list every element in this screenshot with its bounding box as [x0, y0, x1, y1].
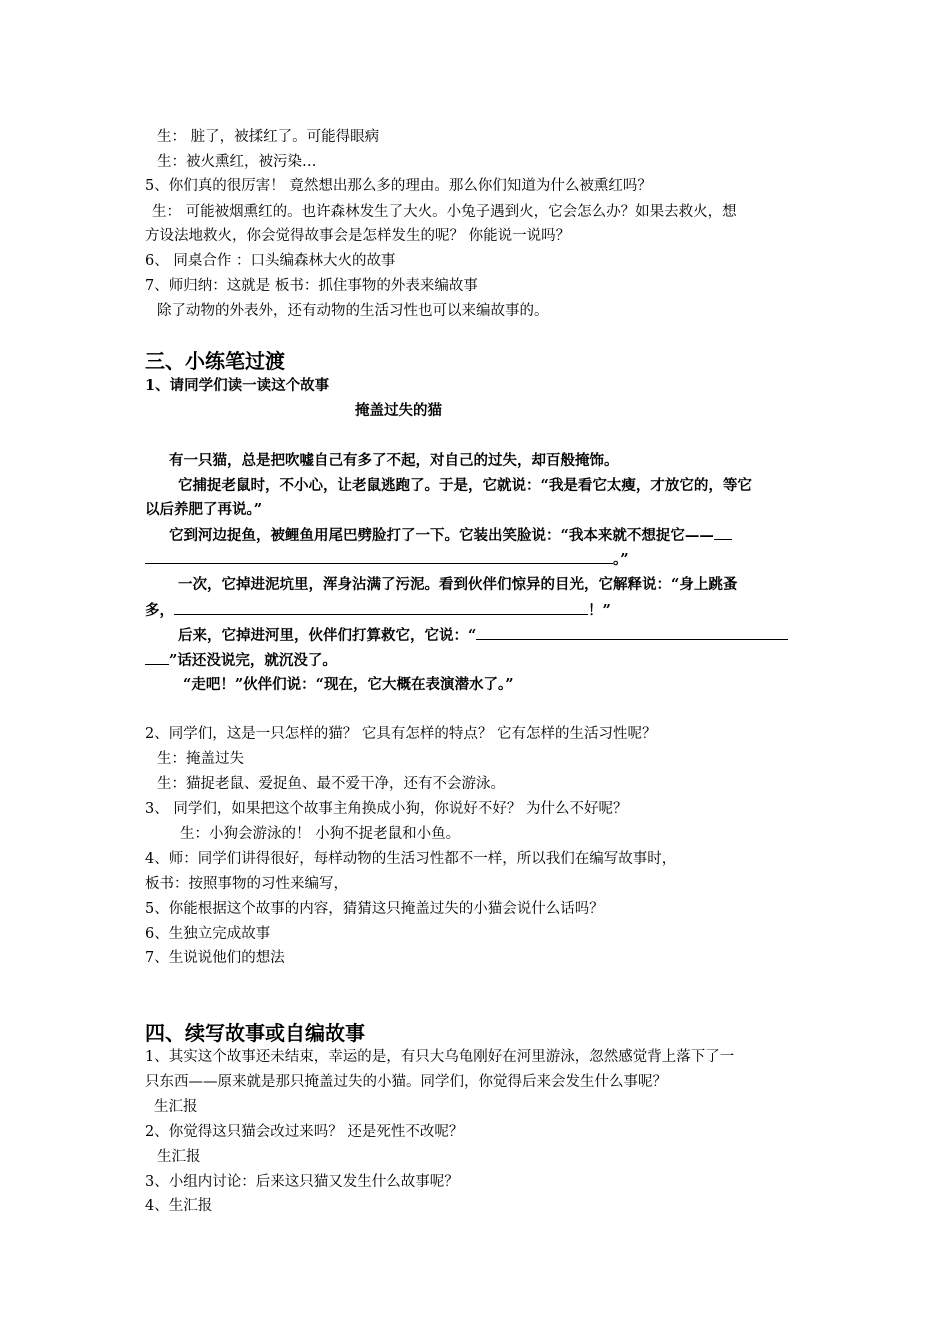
story-text: 多，: [145, 602, 174, 619]
question-line: 3、小组内讨论：后来这只猫又发生什么故事呢？: [145, 1174, 459, 1190]
story-text: ！”: [588, 602, 611, 619]
fill-blank[interactable]: [714, 525, 732, 540]
board-note-line: 板书：按照事物的习性来编写，: [145, 876, 348, 892]
question-line: 5、你们真的很厉害！ 竟然想出那么多的理由。那么你们知道为什么被熏红吗？: [145, 178, 652, 194]
summary-line: 除了动物的外表外，还有动物的生活习性也可以来编故事的。: [157, 303, 549, 319]
story-line: [178, 625, 788, 646]
story-line: 一次，它掉进泥坑里，浑身沾满了污泥。看到伙伴们惊异的目光，它解释说：“身上跳蚤: [178, 576, 738, 593]
student-report-line: 生汇报: [154, 1099, 198, 1115]
step-line: 7、师归纳：这就是 板书：抓住事物的外表来编故事: [145, 278, 478, 294]
story-line: [145, 600, 611, 621]
student-answer-line: 生：被火熏红，被污染…: [157, 154, 317, 170]
student-answer-line: 方设法地救火，你会觉得故事会是怎样发生的呢？ 你能说一说吗？: [145, 228, 571, 244]
student-report-line: 生汇报: [157, 1149, 201, 1165]
step-line: 7、生说说他们的想法: [145, 950, 285, 966]
story-text: 它到河边捉鱼，被鲤鱼用尾巴劈脸打了一下。它装出笑脸说：“我本来就不想捉它——: [169, 527, 714, 544]
teacher-line: 4、师：同学们讲得很好，每样动物的生活习性都不一样，所以我们在编写故事时，: [145, 851, 677, 867]
student-answer-line: 生：掩盖过失: [157, 751, 244, 767]
story-line: [145, 650, 337, 671]
step-line: 6、 同桌合作 ：口头编森林大火的故事: [145, 253, 396, 269]
section-heading: 四、续写故事或自编故事: [145, 1021, 365, 1045]
fill-blank[interactable]: [145, 549, 613, 564]
story-line: [169, 525, 732, 546]
story-text: ”话还没说完，就沉没了。: [169, 652, 337, 669]
question-line: 3、 同学们，如果把这个故事主角换成小狗，你说好不好？ 为什么不好呢？: [145, 801, 628, 817]
paragraph-line: 1、其实这个故事还未结束，幸运的是，有只大乌龟刚好在河里游泳，忽然感觉背上落下了一: [145, 1049, 735, 1065]
fill-blank[interactable]: [476, 625, 788, 640]
question-line: 2、同学们，这是一只怎样的猫？ 它具有怎样的特点？ 它有怎样的生活习性呢？: [145, 726, 657, 742]
story-text: 后来，它掉进河里，伙伴们打算救它，它说：“: [178, 627, 477, 644]
story-title: 掩盖过失的猫: [355, 402, 442, 419]
section-heading: 三、小练笔过渡: [145, 349, 285, 373]
question-line: 2、你觉得这只猫会改过来吗？ 还是死性不改呢？: [145, 1124, 464, 1140]
question-line: 5、你能根据这个故事的内容，猜猜这只掩盖过失的小猫会说什么话吗？: [145, 901, 604, 917]
step-line: 6、生独立完成故事: [145, 926, 271, 942]
story-text: 。”: [613, 551, 629, 568]
fill-blank[interactable]: [174, 600, 588, 615]
step-line: 4、生汇报: [145, 1198, 213, 1214]
story-line: “走吧！”伙伴们说：“现在，它大概在表演潜水了。”: [183, 676, 514, 693]
story-line: 以后养肥了再说。”: [145, 501, 263, 518]
story-line: 有一只猫，总是把吹嘘自己有多了不起，对自己的过失，却百般掩饰。: [169, 452, 619, 469]
student-answer-line: 生： 可能被烟熏红的。也许森林发生了大火。小兔子遇到火，它会怎么办？如果去救火，想: [152, 204, 737, 220]
fill-blank[interactable]: [145, 650, 169, 665]
story-line: 它捕捉老鼠时，不小心，让老鼠逃跑了。于是，它就说：“我是看它太瘦，才放它的，等它: [178, 477, 752, 494]
student-answer-line: 生： 脏了，被揉红了。可能得眼病: [157, 129, 380, 145]
student-answer-line: 生：小狗会游泳的！ 小狗不捉老鼠和小鱼。: [180, 826, 461, 842]
student-answer-line: 生：猫捉老鼠、爱捉鱼、最不爱干净，还有不会游泳。: [157, 776, 505, 792]
paragraph-line: 只东西——原来就是那只掩盖过失的小猫。同学们，你觉得后来会发生什么事呢？: [145, 1074, 667, 1090]
instruction-line: 1、请同学们读一读这个故事: [145, 377, 330, 394]
story-line: [145, 549, 629, 570]
